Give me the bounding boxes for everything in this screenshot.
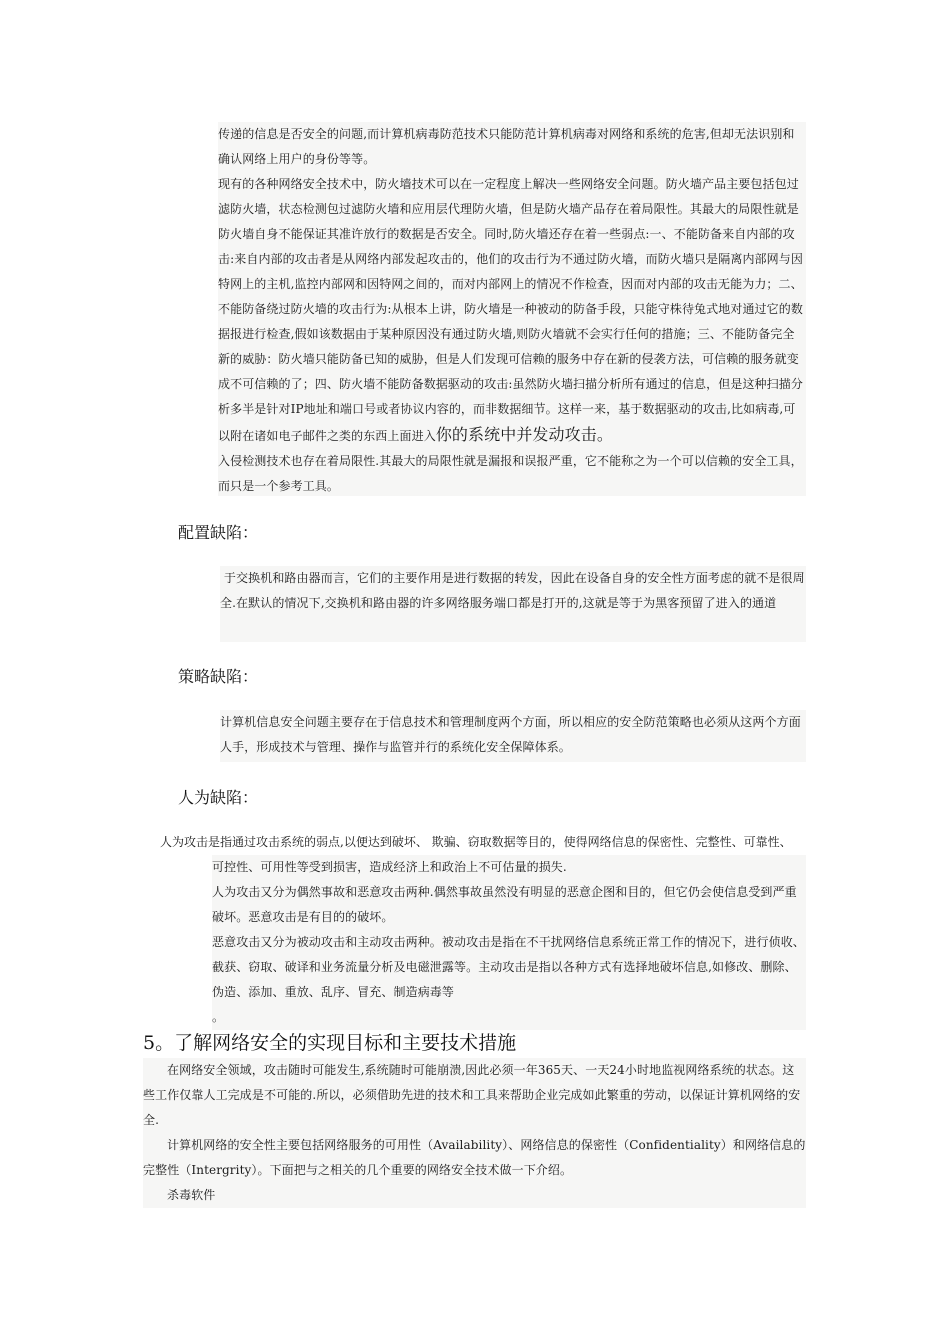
paragraph: 于交换机和路由器而言，它们的主要作用是进行数据的转发，因此在设备自身的安全性方面考虑的就不是很周全.在默认的情况下,交换机和路由器的许多网络服务端口都是打开的,这就是等于为黑客预留了进入的通道 [220,571,805,610]
paragraph: 人为攻击又分为偶然事故和恶意攻击两种.偶然事故虽然没有明显的恶意企图和目的，但它仍会使信息受到严重破坏。恶意攻击是有目的的破坏。 [212,885,797,924]
firewall-limitations-block [218,122,806,496]
paragraph: 恶意攻击又分为被动攻击和主动攻击两种。被动攻击是指在不干扰网络信息系统正常工作的情况下，进行侦收、截获、窃取、破译和业务流量分析及电磁泄露等。主动攻击是指以各种方式有选择地破坏信息,如修改、删除、伪造、添加、重放、乱序、冒充、制造病毒等 [212,935,805,999]
section-5-block [143,1058,806,1208]
paragraph-text: 现有的各种网络安全技术中，防火墙技术可以在一定程度上解决一些网络安全问题。防火墙产品主要包括包过滤防火墙，状态检测包过滤防火墙和应用层代理防火墙，但是防火墙产品存在着局限性。其最大的局限性就是防火墙自身不能保证其准许放行的数据是否安全。同时,防火墙还存在着一些弱点:一、不能防备来自内部的攻击:来自内部的攻击者是从网络内部发起攻击的，他们的攻击行为不通过防火墙，而防火墙只是隔离内部网与因特网上的主机,监控内部网和因特网之间的，而对内部网上的情况不作检查，因而对内部的攻击无能为力；二、不能防备绕过防火墙的攻击行为:从根本上讲，防火墙是一种被动的防备手段，只能守株待兔式地对通过它的数据报进行检查,假如该数据由于某种原因没有通过防火墙,则防火墙就不会实行任何的措施；三、不能防备完全新的威胁：防火墙只能防备已知的威胁，但是人们发现可信赖的服务中存在新的侵袭方法，可信赖的服务就变成不可信赖的了；四、防火墙不能防备数据驱动的攻击:虽然防火墙扫描分析所有通过的信息，但是这种扫描分析多半是针对IP地址和端口号或者协议内容的，而非数据细节。这样一来，基于数据驱动的攻击,比如病毒,可以附在诸如电子邮件之类的东西上面进入 [218,177,803,443]
paragraph-large-text: 你的系统中并发动攻击。 [435,425,613,444]
paragraph [218,172,806,449]
paragraph: 计算机网络的安全性主要包括网络服务的可用性（Availability）、网络信息的保密性（Confidentiality）和网络信息的完整性（Intergrity）。下面把与之相关的几个重要的网络安全技术做一下介绍。 [143,1138,806,1177]
policy-defect-block [220,710,806,762]
heading-human-defect: 人为缺陷： [178,788,259,807]
paragraph: 入侵检测技术也存在着局限性.其最大的局限性就是漏报和误报严重，它不能称之为一个可以信赖的安全工具，而只是一个参考工具。 [218,454,803,493]
heading-policy-defect: 策略缺陷： [178,667,259,686]
config-defect-block [220,566,806,642]
paragraph: 可控性、可用性等受到损害，造成经济上和政治上不可估量的损失. [212,860,567,874]
heading-config-defect: 配置缺陷： [178,523,259,542]
paragraph: 在网络安全领域，攻击随时可能发生,系统随时可能崩溃,因此必须一年365天、一天24小时地监视网络系统的状态。这些工作仅靠人工完成是不可能的.所以，必须借助先进的技术和工具来帮助企业完成如此繁重的劳动，以保证计算机网络的安全. [143,1063,801,1127]
paragraph: 。 [212,1010,225,1024]
section-5-title: 5。了解网络安全的实现目标和主要技术措施 [143,1032,517,1054]
human-attack-first-line: 人为攻击是指通过攻击系统的弱点,以便达到破坏、 欺骗、窃取数据等目的，使得网络信息的保密性、完整性、可靠性、 [160,835,792,849]
paragraph: 杀毒软件 [167,1188,216,1202]
paragraph: 计算机信息安全问题主要存在于信息技术和管理制度两个方面，所以相应的安全防范策略也必须从这两个方面人手，形成技术与管理、操作与监管并行的系统化安全保障体系。 [220,715,801,754]
human-defect-block [212,855,806,1030]
paragraph: 传递的信息是否安全的问题,而计算机病毒防范技术只能防范计算机病毒对网络和系统的危害,但却无法识别和确认网络上用户的身份等等。 [218,127,795,166]
